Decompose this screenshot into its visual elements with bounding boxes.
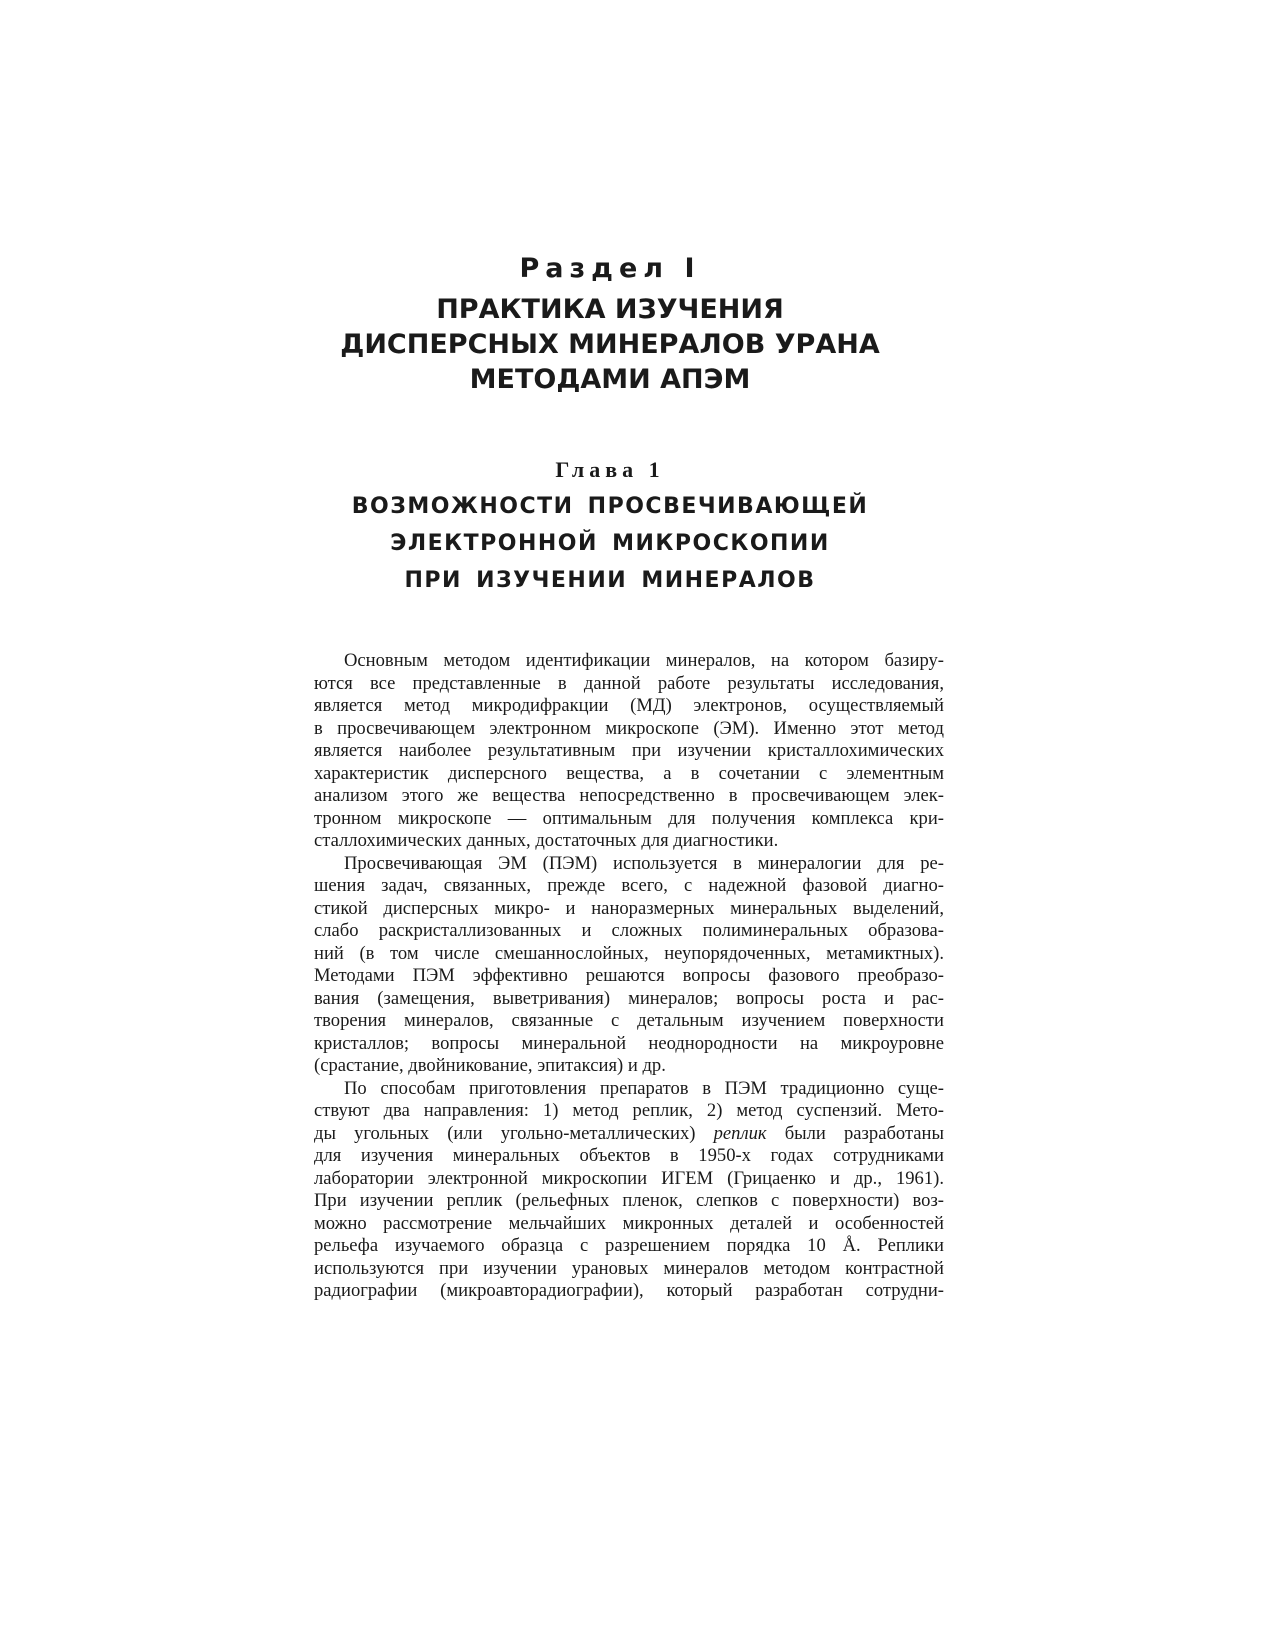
text-line: рельефа изучаемого образца с разрешением порядка 10 Å. Реплики [314, 1235, 944, 1256]
text-line: можно рассмотрение мельчайших микронных деталей и особенностей [314, 1212, 944, 1234]
text-line: Методами ПЭМ эффективно решаются вопросы фазового преобразо- [314, 965, 944, 986]
chapter-title-line: ПРИ ИЗУЧЕНИИ МИНЕРАЛОВ [404, 568, 816, 593]
text-line: анализом этого же вещества непосредственно в просвечивающем элек- [314, 785, 944, 806]
text-line: ды угольных (или угольно-металлических) реплик были разработаны [314, 1122, 945, 1144]
chapter-title-line: ЭЛЕКТРОННОЙ МИКРОСКОПИИ [390, 531, 830, 556]
text-line: шения задач, связанных, прежде всего, с надежной фазовой диагно- [314, 875, 944, 896]
text-line: сталлохимических данных, достаточных для диагностики. [314, 830, 779, 851]
text-line: тронном микроскопе — оптимальным для получения комплекса кри- [314, 807, 944, 829]
section-title-line: МЕТОДАМИ АПЭМ [469, 364, 751, 395]
text-line: творения минералов, связанные с детальным изучением поверхности [314, 1010, 944, 1031]
text-line: ются все представленные в данной работе результаты исследования, [314, 672, 944, 694]
text-line: Просвечивающая ЭМ (ПЭМ) используется в минералогии для ре- [344, 852, 944, 874]
section-title-line: ДИСПЕРСНЫХ МИНЕРАЛОВ УРАНА [340, 329, 880, 360]
paragraph [284, 853, 944, 1078]
text-line: в просвечивающем электронном микроскопе (ЭМ). Именно этот метод [314, 717, 944, 739]
text-line: является метод микродифракции (МД) электронов, осуществляемый [314, 695, 944, 716]
section-title-line: ПРАКТИКА ИЗУЧЕНИЯ [436, 294, 784, 325]
paragraph [284, 650, 944, 853]
chapter-label: Глава 1 [555, 457, 665, 482]
text-line: радиографии (микроавторадиографии), который разработан сотрудни- [314, 1280, 944, 1301]
text-line: стикой дисперсных микро- и наноразмерных минеральных выделений, [314, 897, 944, 919]
text-line: для изучения минеральных объектов в 1950-х годах сотрудниками [314, 1145, 944, 1166]
text-line: ний (в том числе смешаннослойных, неупорядоченных, метамиктных). [314, 942, 944, 964]
chapter-title-line: ВОЗМОЖНОСТИ ПРОСВЕЧИВАЮЩЕЙ [351, 494, 869, 519]
emphasized-term: реплик [713, 1122, 767, 1144]
text-line: лаборатории электронной микроскопии ИГЕМ (Грицаенко и др., 1961). [314, 1167, 944, 1189]
text-line: используются при изучении урановых минералов методом контрастной [314, 1257, 944, 1279]
text-line: характеристик дисперсного вещества, а в сочетании с элементным [314, 762, 944, 784]
text-line: При изучении реплик (рельефных пленок, слепков с поверхности) воз- [314, 1190, 944, 1211]
chapter-title [0, 488, 1220, 599]
text-line: ствуют два направления: 1) метод реплик, 2) метод суспензий. Мето- [314, 1100, 944, 1121]
paragraph [284, 1078, 944, 1303]
text-line: кристаллов; вопросы минеральной неоднородности на микроуровне [314, 1032, 944, 1054]
text-line: (срастание, двойникование, эпитаксия) и др. [314, 1055, 666, 1076]
text-line: слабо раскристаллизованных и сложных полиминеральных образова- [314, 920, 944, 941]
body-text [284, 650, 944, 1303]
text-line: Основным методом идентификации минералов, на котором базиру- [344, 650, 944, 671]
text-line: является наиболее результативным при изучении кристаллохимических [314, 740, 944, 761]
text-line: По способам приготовления препаратов в ПЭМ традиционно суще- [344, 1077, 944, 1099]
text-line: вания (замещения, выветривания) минералов; вопросы роста и рас- [314, 987, 944, 1009]
section-label: Раздел I [519, 253, 701, 284]
section-title [0, 292, 1220, 397]
